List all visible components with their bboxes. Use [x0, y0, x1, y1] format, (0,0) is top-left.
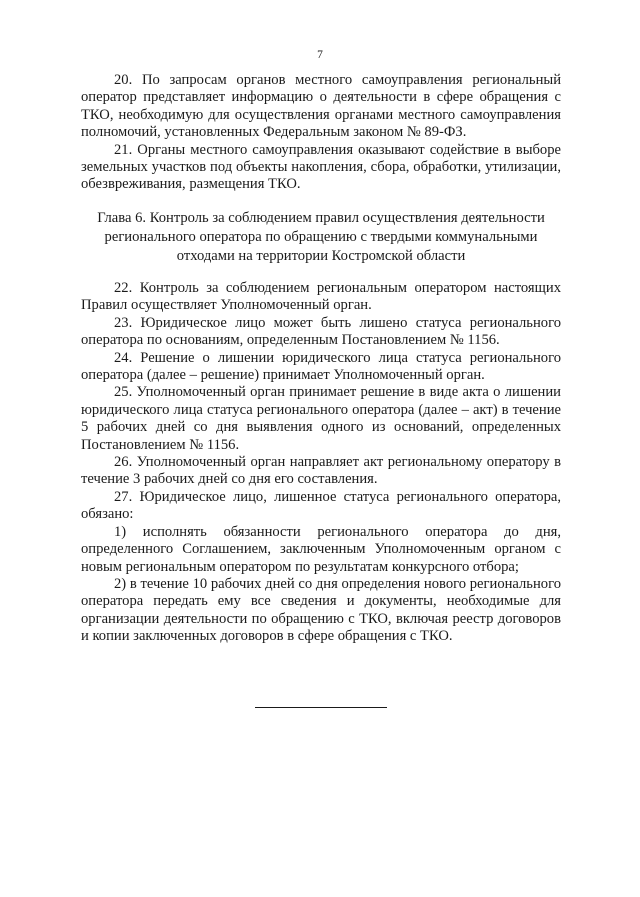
paragraph-26: 26. Уполномоченный орган направляет акт региональному оператору в течение 3 рабочих дней со дня его составления.: [81, 454, 561, 488]
page-number: 7: [317, 49, 323, 61]
list-item-2: 2) в течение 10 рабочих дней со дня определения нового регионального оператора передать ему все сведения и документы, необходимые для организации деятельности по обращению с ТКО, включая реестр договоров и копии заключенных договоров в сфере обращения с ТКО.: [81, 575, 561, 645]
section-paragraphs-top: [81, 72, 561, 194]
paragraph-23: 23. Юридическое лицо может быть лишено статуса регионального оператора по основаниям, определенным Постановлением № 1156.: [81, 314, 561, 349]
section-paragraphs-bottom: [81, 280, 561, 646]
paragraph-21: 21. Органы местного самоуправления оказывают содействие в выборе земельных участков под объекты накопления, сбора, обработки, утилизации, обезвреживания, размещения ТКО.: [81, 141, 561, 193]
list-item-1: 1) исполнять обязанности регионального оператора до дня, определенного Соглашением, заключенным Уполномоченным органом с новым региональным оператором по результатам конкурсного отбора;: [81, 523, 561, 575]
paragraph-22: 22. Контроль за соблюдением региональным оператором настоящих Правил осуществляет Уполномоченный орган.: [81, 280, 561, 314]
paragraph-24: 24. Решение о лишении юридического лица статуса регионального оператора (далее – решение) принимает Уполномоченный орган.: [81, 349, 561, 384]
paragraph-27: 27. Юридическое лицо, лишенное статуса регионального оператора, обязано:: [81, 488, 561, 523]
paragraph-25: 25. Уполномоченный орган принимает решение в виде акта о лишении юридического лица статуса регионального оператора (далее – акт) в течение 5 рабочих дней со дня выявления одного из оснований, определенных Постановлением № 1156.: [81, 384, 561, 453]
chapter-heading: Глава 6. Контроль за соблюдением правил осуществления деятельности регионального оператора по обращению с твердыми коммунальными отходами на территории Костромской области: [97, 210, 545, 264]
paragraph-20: 20. По запросам органов местного самоуправления региональный оператор представляет информацию о деятельности в сфере обращения с ТКО, необходимую для осуществления органами местного самоуправления полномочий, установленных Федеральным законом № 89-ФЗ.: [81, 72, 561, 141]
end-divider: [255, 707, 387, 708]
